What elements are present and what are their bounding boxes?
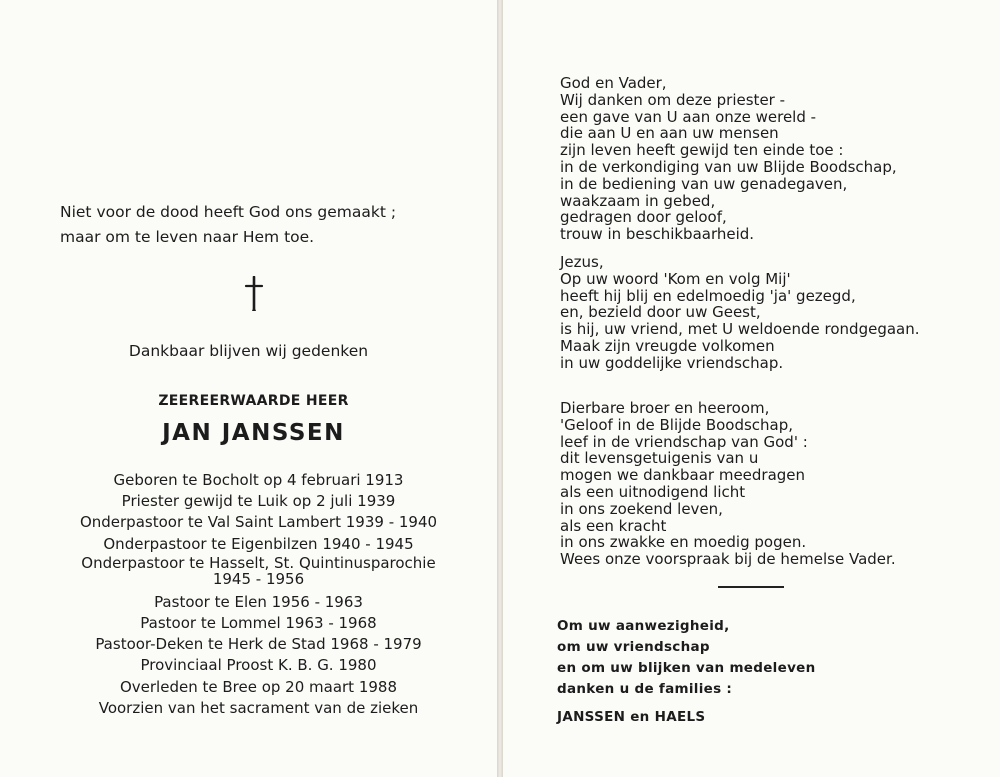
prayer-stanza-father (560, 75, 980, 243)
biography (0, 470, 517, 719)
prayer-line: God en Vader, (560, 74, 667, 92)
prayer-line: die aan U en aan uw mensen (560, 124, 779, 143)
bio-line: Onderpastoor te Val Saint Lambert 1939 - 1940 (79, 513, 438, 532)
prayer-line: trouw in beschikbaarheid. (560, 225, 755, 244)
prayer-line: gedragen door geloof, (560, 208, 727, 227)
prayer-line: in uw goddelijke vriendschap. (560, 353, 784, 372)
left-panel (0, 0, 497, 777)
prayer-line: Wees onze voorspraak bij de hemelse Vader. (560, 550, 896, 569)
thanks-line: en om uw blijken van medeleven (557, 660, 816, 676)
prayer-line: heeft hij blij en edelmoedig 'ja' gezegd, (560, 286, 856, 305)
prayer-line: dit levensgetuigenis van u (560, 449, 759, 468)
deceased-name: JAN JANSSEN (162, 420, 345, 446)
bio-line: Geboren te Bocholt op 4 februari 1913 (113, 471, 404, 489)
motto-line: Niet voor de dood heeft God ons gemaakt ; (60, 203, 397, 221)
prayer-stanza-brother (560, 400, 980, 568)
prayer-line: waakzaam in gebed, (560, 191, 716, 210)
cross-icon (242, 276, 266, 312)
honorific: ZEEREERWAARDE HEER (158, 393, 349, 409)
bio-line: 1945 - 1956 (212, 569, 305, 588)
prayer-line: Op uw woord 'Kom en volg Mij' (560, 269, 791, 288)
prayer-line: in ons zwakke en moedig pogen. (560, 533, 807, 552)
prayer-line: in de verkondiging van uw Blijde Boodschap, (560, 157, 897, 176)
prayer-line: als een kracht (560, 516, 667, 535)
thanks-line: danken u de families : (557, 681, 733, 697)
prayer-line: mogen we dankbaar meedragen (560, 466, 806, 485)
prayer-line: als een uitnodigend licht (560, 482, 746, 501)
bio-line: Voorzien van het sacrament van de zieken (98, 698, 419, 717)
prayer-line: leef in de vriendschap van God' : (560, 432, 808, 451)
remembrance-line: Dankbaar blijven wij gedenken (128, 342, 369, 360)
prayer-line: Jezus, (560, 253, 604, 271)
prayer-line: 'Geloof in de Blijde Boodschap, (560, 415, 794, 434)
bio-line: Pastoor te Lommel 1963 - 1968 (140, 614, 377, 633)
bio-line: Onderpastoor te Eigenbilzen 1940 - 1945 (103, 534, 414, 553)
bio-line: Onderpastoor te Hasselt, St. Quintinusparochie (81, 553, 436, 572)
family-names: JANSSEN en HAELS (557, 709, 706, 725)
thanks-line: Om uw aanwezigheid, (557, 618, 730, 634)
bio-line: Pastoor-Deken te Herk de Stad 1968 - 1979 (95, 635, 422, 654)
bio-line: Overleden te Bree op 20 maart 1988 (119, 677, 398, 696)
thanks-block (557, 616, 977, 700)
prayer-line: Maak zijn vreugde volkomen (560, 336, 775, 355)
bio-line: Priester gewijd te Luik op 2 juli 1939 (121, 492, 396, 511)
prayer-line: een gave van U aan onze wereld - (560, 107, 817, 126)
thanks-line: om uw vriendschap (557, 639, 710, 655)
divider-rule (718, 586, 784, 588)
prayer-stanza-jesus (560, 254, 980, 372)
prayer-line: in ons zoekend leven, (560, 499, 723, 518)
prayer-line: zijn leven heeft gewijd ten einde toe : (560, 141, 844, 160)
prayer-line: is hij, uw vriend, met U weldoende rondgegaan. (560, 320, 920, 339)
prayer-line: in de bediening van uw genadegaven, (560, 174, 848, 193)
prayer-line: en, bezield door uw Geest, (560, 303, 761, 322)
motto-line: maar om te leven naar Hem toe. (60, 228, 315, 246)
bio-line: Provinciaal Proost K. B. G. 1980 (140, 656, 377, 675)
motto (60, 200, 480, 250)
prayer-line: Wij danken om deze priester - (560, 90, 786, 109)
prayer-line: Dierbare broer en heeroom, (560, 399, 770, 417)
bio-line: Pastoor te Elen 1956 - 1963 (154, 592, 363, 611)
